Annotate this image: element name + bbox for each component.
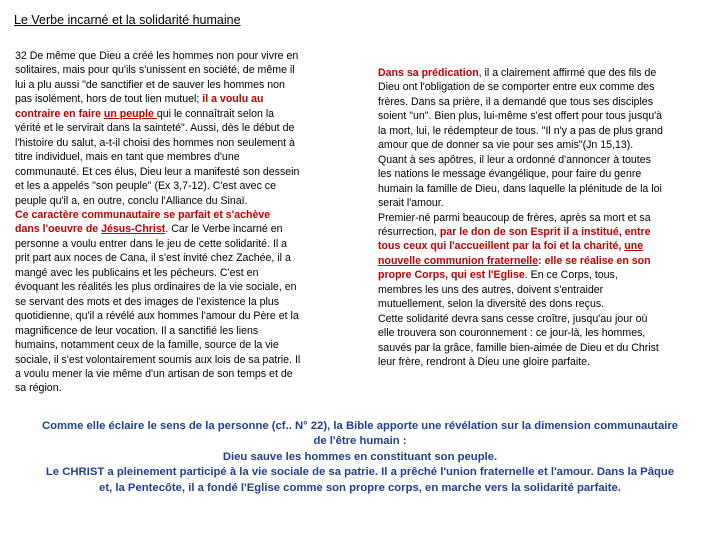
right-line-12 (378, 225, 708, 239)
right-line-15 (378, 268, 708, 282)
right-line-1 (378, 66, 708, 80)
right-line-2: Dieu ont l'obligation de se comporter entre eux comme des (378, 81, 655, 94)
left-line-5 (15, 107, 345, 121)
left-line-10: et les a appelés "son peuple" (Ex 3,7-12). C'est avec ce (15, 180, 276, 193)
summary-line-2: de l'être humain : (313, 435, 407, 448)
right-line-6: amour que de donner sa vie pour ses amis"(Jn 15,13). (378, 139, 634, 152)
emphasis-text: contraire en faire (15, 107, 104, 120)
left-line-11: peuple qu'il a, en outre, conclu l'Alliance du Sinaï. (15, 194, 248, 207)
right-line-5: la mort, lui, le rédempteur de tous. "Il n'y a pas de plus grand (378, 124, 663, 137)
right-line-3: frères. Dans sa prière, il a demandé que tous ses disciples (378, 95, 653, 108)
left-line-16: mangé avec les publicains et les pécheurs. C'est en (15, 266, 259, 279)
right-line-12-text: résurrection, (378, 225, 440, 238)
left-line-21: humains, notamment ceux de la famille, source de la vie (15, 339, 279, 352)
right-line-18: Cette solidarité devra sans cesse croître, jusqu'au jour où (378, 312, 648, 325)
emphasis-text: propre Corps, qui est l'Eglise (378, 269, 525, 282)
emphasis-underlined-text: Jésus-Christ (101, 223, 166, 236)
right-line-20: sauvés par la grâce, famille bien-aimée de Dieu et du Christ (378, 341, 659, 354)
emphasis-text: tous ceux qui l'accueillent par la foi et la charité, (378, 240, 625, 253)
emphasis-underlined-text: nouvelle communion fraternelle (378, 254, 539, 267)
right-line-8: les nations le message évangélique, pour faire du genre (378, 168, 642, 181)
summary-line-1: Comme elle éclaire le sens de la personne (cf.. N° 22), la Bible apporte une révélation sur la dimension communautaire (41, 420, 679, 432)
right-line-7: Quant à ses apôtres, il leur a ordonné d'annoncer à toutes (378, 153, 651, 166)
left-line-18: se servant des mots et des images de l'existence la plus (15, 295, 280, 308)
right-line-21: leur frère, rendront à Dieu une gloire parfaite. (378, 356, 590, 369)
left-line-5-text: qui le connaîtrait selon la (156, 107, 275, 120)
left-line-22: sociale, il s'est volontairement soumis aux lois de sa patrie. Il (15, 353, 301, 366)
left-line-20: magnificence de leur vocation. Il a sanctifié les liens (15, 324, 259, 337)
right-line-14 (378, 254, 708, 268)
left-line-3: lui a plu aussi "de sanctifier et de sauver les hommes non (15, 78, 285, 91)
left-line-13 (15, 222, 345, 236)
emphasis-underlined-text: une (624, 240, 644, 253)
right-line-10: serait l'amour. (378, 197, 444, 210)
page-title: Le Verbe incarné et la solidarité humaine (14, 13, 241, 27)
left-line-4 (15, 92, 345, 106)
left-line-7: l'histoire du salut, a-t-il choisi des hommes non seulement à (15, 136, 295, 149)
right-text-column (378, 66, 708, 370)
emphasis-underlined-text: un peuple (103, 107, 157, 120)
left-line-8: titre individuel, mais en tant que membres d'une (15, 151, 240, 164)
left-line-1: 32 De même que Dieu a créé les hommes non pour vivre en (15, 50, 299, 62)
left-line-4-text: pas isolément, hors de tout lien mutuel; (15, 93, 203, 106)
left-text-column (15, 49, 345, 396)
right-line-15-text: . En ce Corps, tous, (524, 269, 618, 282)
left-line-14: personne a voulu entrer dans le jeu de cette solidarité. Il a (15, 237, 288, 250)
summary-line-3: Dieu sauve les hommes en constituant son peuple. (222, 450, 498, 463)
left-line-23: a voulu mener la vie même d'un artisan de son temps et de (15, 367, 293, 380)
left-line-13-text: . Car le Verbe incarné en (165, 223, 283, 236)
left-line-17: évoquant les réalités les plus ordinaires de la vie sociale, en (15, 281, 297, 294)
right-line-19: elle trouvera son couronnement : ce jour-là, les hommes, (378, 327, 646, 340)
left-line-24: sa région. (15, 382, 62, 395)
left-line-9: communauté. Et ces élus, Dieu leur a manifesté son dessein (15, 165, 300, 178)
right-line-9: humain la famille de Dieu, dans laquelle la plénitude de la loi (378, 182, 662, 195)
summary-line-5: et, la Pentecôte, il a fondé l'Eglise comme son propre corps, en marche vers la solidarité parfaite. (99, 481, 621, 494)
right-line-16: membres les uns des autres, doivent s'entraider (378, 283, 604, 296)
right-line-4: soient "un". Bien plus, lui-même s'est offert pour tous jusqu'à (378, 110, 663, 123)
emphasis-text: par le don de son Esprit il a institué, entre (439, 225, 651, 238)
right-line-11: Premier-né parmi beaucoup de frères, après sa mort et sa (378, 211, 651, 224)
emphasis-text: il a voulu au (202, 93, 264, 106)
left-line-2: solitaires, mais pour qu'ils s'unissent en société, de même il (15, 64, 295, 77)
left-line-15: prit part aux noces de Cana, il s'est invité chez Zachée, il a (15, 252, 291, 265)
summary-block (0, 419, 720, 496)
left-line-19: quotidienne, qu'il a révélé aux hommes l'amour du Père et la (15, 310, 299, 323)
right-line-1-text: , il a clairement affirmé que des fils de (478, 67, 657, 79)
left-line-6: vérité et le servirait dans la sainteté". Aussi, dès le début de (15, 122, 295, 135)
emphasis-text: Dans sa prédication (378, 67, 479, 79)
emphasis-text: dans l'oeuvre de (15, 223, 102, 236)
left-line-12: Ce caractère communautaire se parfait et s'achève (15, 208, 271, 221)
right-line-13 (378, 239, 708, 253)
emphasis-text: : elle se réalise en son (538, 254, 651, 267)
summary-line-4: Le CHRIST a pleinement participé à la vie sociale de sa patrie. Il a prêché l'union fraternelle et l'amour. Dans la Pâque (45, 466, 675, 479)
right-line-17: mutuellement, selon la diversité des dons reçus. (378, 298, 605, 311)
